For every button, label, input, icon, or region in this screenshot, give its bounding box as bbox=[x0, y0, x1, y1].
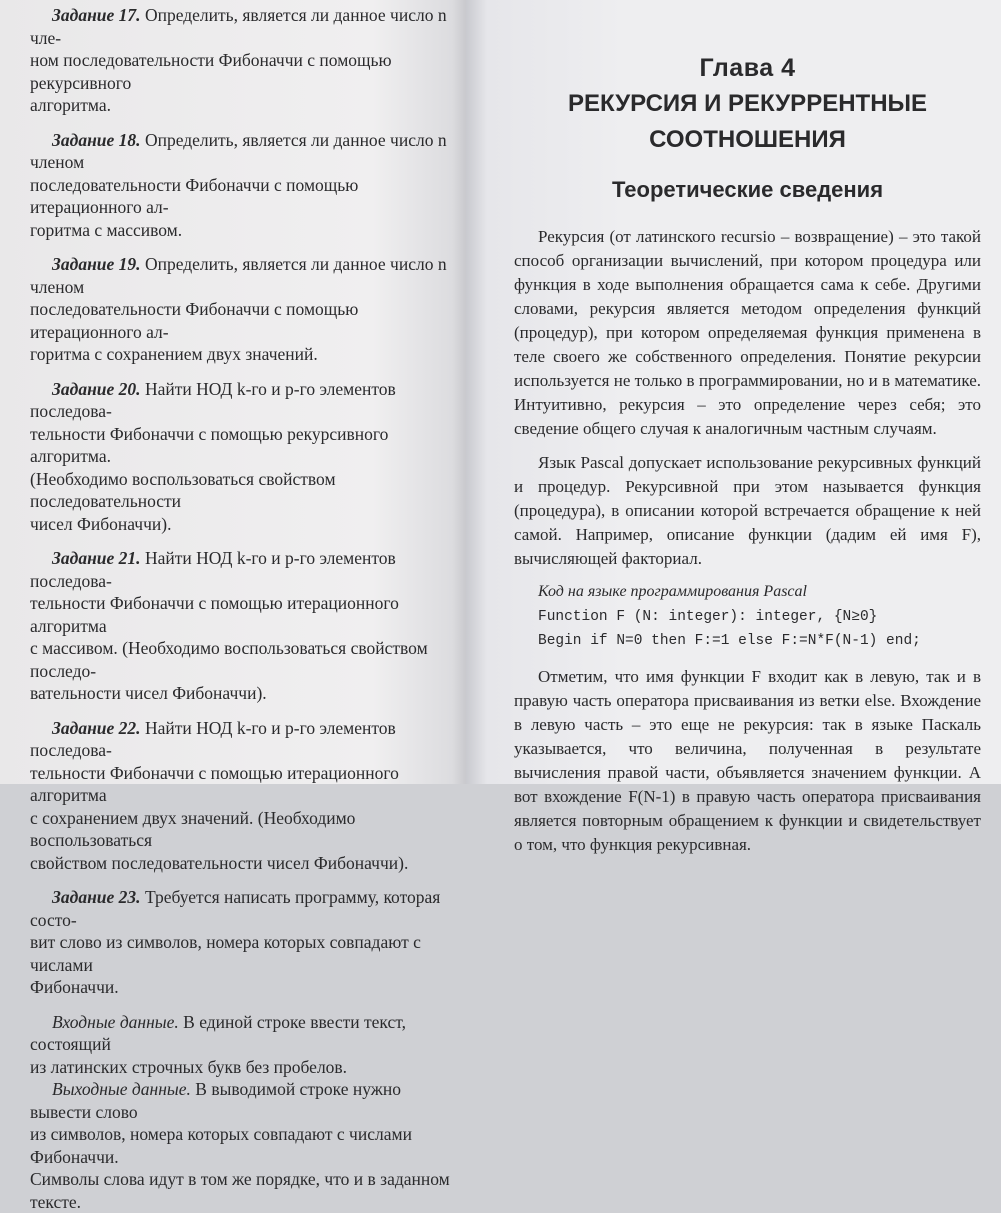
task-line bbox=[30, 1011, 456, 1056]
task-text: чисел Фибоначчи). bbox=[30, 513, 172, 534]
task-title: Задание 22. bbox=[52, 717, 141, 738]
task-text: тельности Фибоначчи с помощью итерационного алгоритма bbox=[30, 762, 399, 805]
task-title: Задание 18. bbox=[52, 129, 141, 150]
chapter-heading bbox=[514, 54, 981, 155]
task-line bbox=[30, 468, 456, 513]
task-line bbox=[30, 931, 456, 976]
task-line bbox=[30, 129, 456, 174]
task-line bbox=[30, 4, 456, 49]
task-text: из латинских строчных букв без пробелов. bbox=[30, 1056, 348, 1077]
task-line bbox=[30, 1123, 456, 1168]
task-text: последовательности Фибоначчи с помощью итерационного ал- bbox=[30, 299, 359, 342]
task-line bbox=[30, 1056, 456, 1079]
task-text: вит слово из символов, номера которых совпадают с числами bbox=[30, 932, 421, 975]
task-title: Задание 21. bbox=[52, 548, 141, 568]
code-line: Begin if N=0 then F:=1 else F:=N*F(N-1) end; bbox=[538, 633, 921, 649]
task-line bbox=[30, 219, 456, 242]
task-text: ном последовательности Фибоначчи с помощью рекурсивного bbox=[30, 50, 392, 93]
task-text: Найти НОД k-го и p-го элементов последова- bbox=[30, 717, 396, 760]
task-line bbox=[30, 852, 456, 875]
section-title: Теоретические сведения bbox=[611, 177, 884, 202]
task-line bbox=[30, 298, 456, 343]
task-text: горитма с массивом. bbox=[30, 219, 183, 240]
input-data-label: Входные данные. bbox=[52, 1011, 179, 1032]
right-page bbox=[466, 0, 1001, 854]
task-block bbox=[30, 717, 456, 875]
task-text: вательности чисел Фибоначчи). bbox=[30, 683, 267, 703]
task-text: (Необходимо воспользоваться свойством последовательности bbox=[30, 468, 336, 511]
task-text: Определить, является ли данное число n членом bbox=[30, 254, 447, 297]
paragraph-pascal-recursion: Язык Pascal допускает использование рекурсивных функций и процедур. Рекурсивной при этом называется функция (процедура), в описании которой встречается обращение к ней самой. Например, описание функции (дадим ей имя F), вычисляющей факториал. bbox=[514, 453, 981, 568]
task-block bbox=[30, 378, 456, 536]
task-text: горитма с сохранением двух значений. bbox=[30, 344, 318, 364]
task-text: тельности Фибоначчи с помощью рекурсивного алгоритма. bbox=[30, 423, 389, 466]
task-block bbox=[30, 886, 456, 999]
input-data bbox=[30, 1011, 456, 1079]
left-page bbox=[0, 0, 466, 1212]
task-text: тельности Фибоначчи с помощью итерационного алгоритма bbox=[30, 593, 399, 636]
output-data-label: Выходные данные. bbox=[52, 1079, 191, 1099]
task-line bbox=[30, 592, 456, 637]
chapter-title-line2: СООТНОШЕНИЯ bbox=[649, 126, 846, 153]
task-title: Задание 23. bbox=[52, 887, 141, 907]
chapter-title-line1: РЕКУРСИЯ И РЕКУРРЕНТНЫЕ bbox=[567, 90, 928, 117]
task-line bbox=[30, 94, 456, 117]
task-line bbox=[30, 807, 456, 852]
task-text: алгоритма. bbox=[30, 95, 112, 115]
paragraph-after-code: Отметим, что имя функции F входит как в левую, так и в правую часть оператора присваивания из ветки else. Вхождение в левую часть – это еще не рекурсия: так в языке Паскаль указывается, что величина, полученная в результате вычисления правой части, объявляется значением функции. А вот вхождение F(N-1) в правую часть оператора присваивания является повторным обращением к функции и свидетельствует о том, что функция рекурсивная. bbox=[514, 667, 981, 854]
paragraph-recursion-definition: Рекурсия (от латинского recursio – возвращение) – это такой способ организации вычислений, при котором процедура или функция в ходе выполнения обращается сама к себе. Другими словами, рекурсия является методом определения функций (процедур), при котором определяемая функция применена в теле своего же собственного определения. Понятие рекурсии используется не только в программировании, но и в математике. Интуитивно, рекурсия – это определение через себя; это сведение общего случая к аналогичным частным случаям. bbox=[514, 227, 981, 438]
task-title: Задание 17. bbox=[52, 5, 141, 25]
task-line bbox=[30, 253, 456, 298]
task-line bbox=[30, 423, 456, 468]
task-line bbox=[30, 49, 456, 94]
task-line bbox=[30, 378, 456, 423]
task-line bbox=[30, 1168, 456, 1213]
output-data bbox=[30, 1078, 456, 1213]
task-text: В выводимой строке нужно вывести слово bbox=[30, 1079, 401, 1122]
code-block bbox=[514, 605, 981, 653]
task-text: последовательности Фибоначчи с помощью итерационного ал- bbox=[30, 174, 359, 217]
task-block bbox=[30, 547, 456, 705]
chapter-number: Глава 4 bbox=[699, 54, 796, 82]
task-line bbox=[30, 976, 456, 999]
task-line bbox=[30, 513, 456, 536]
task-line bbox=[30, 1078, 456, 1123]
task-text: с сохранением двух значений. (Необходимо воспользоваться bbox=[30, 807, 356, 850]
task-text: Фибоначчи. bbox=[30, 977, 119, 997]
task-line bbox=[30, 717, 456, 762]
task-line bbox=[30, 886, 456, 931]
task-line bbox=[30, 343, 456, 366]
task-text: с массивом. (Необходимо воспользоваться свойством последо- bbox=[30, 638, 428, 681]
task-block bbox=[30, 4, 456, 117]
task-line bbox=[30, 174, 456, 219]
task-line bbox=[30, 682, 456, 705]
task-text: из символов, номера которых совпадают с числами Фибоначчи. bbox=[30, 1124, 412, 1167]
task-line bbox=[30, 547, 456, 592]
task-line bbox=[30, 762, 456, 807]
task-title: Задание 19. bbox=[52, 254, 141, 274]
code-caption: Код на языке программирования Pascal bbox=[538, 583, 807, 600]
task-text: Найти НОД k-го и p-го элементов последова- bbox=[30, 548, 396, 591]
task-text: Определить, является ли данное число n членом bbox=[30, 129, 447, 172]
task-text: Найти НОД k-го и p-го элементов последова- bbox=[30, 378, 396, 421]
task-block bbox=[30, 129, 456, 242]
task-text: свойством последовательности чисел Фибоначчи). bbox=[30, 852, 409, 873]
task-text: Требуется написать программу, которая состо- bbox=[30, 887, 441, 930]
task-text: В единой строке ввести текст, состоящий bbox=[30, 1011, 406, 1054]
task-line bbox=[30, 637, 456, 682]
task-block bbox=[30, 253, 456, 366]
task-title: Задание 20. bbox=[52, 378, 141, 399]
code-line: Function F (N: integer): integer, {N≥0} bbox=[538, 609, 878, 625]
task-text: Определить, является ли данное число n чле- bbox=[30, 5, 447, 48]
task-text: Символы слова идут в том же порядке, что и в заданном тексте. bbox=[30, 1169, 450, 1212]
